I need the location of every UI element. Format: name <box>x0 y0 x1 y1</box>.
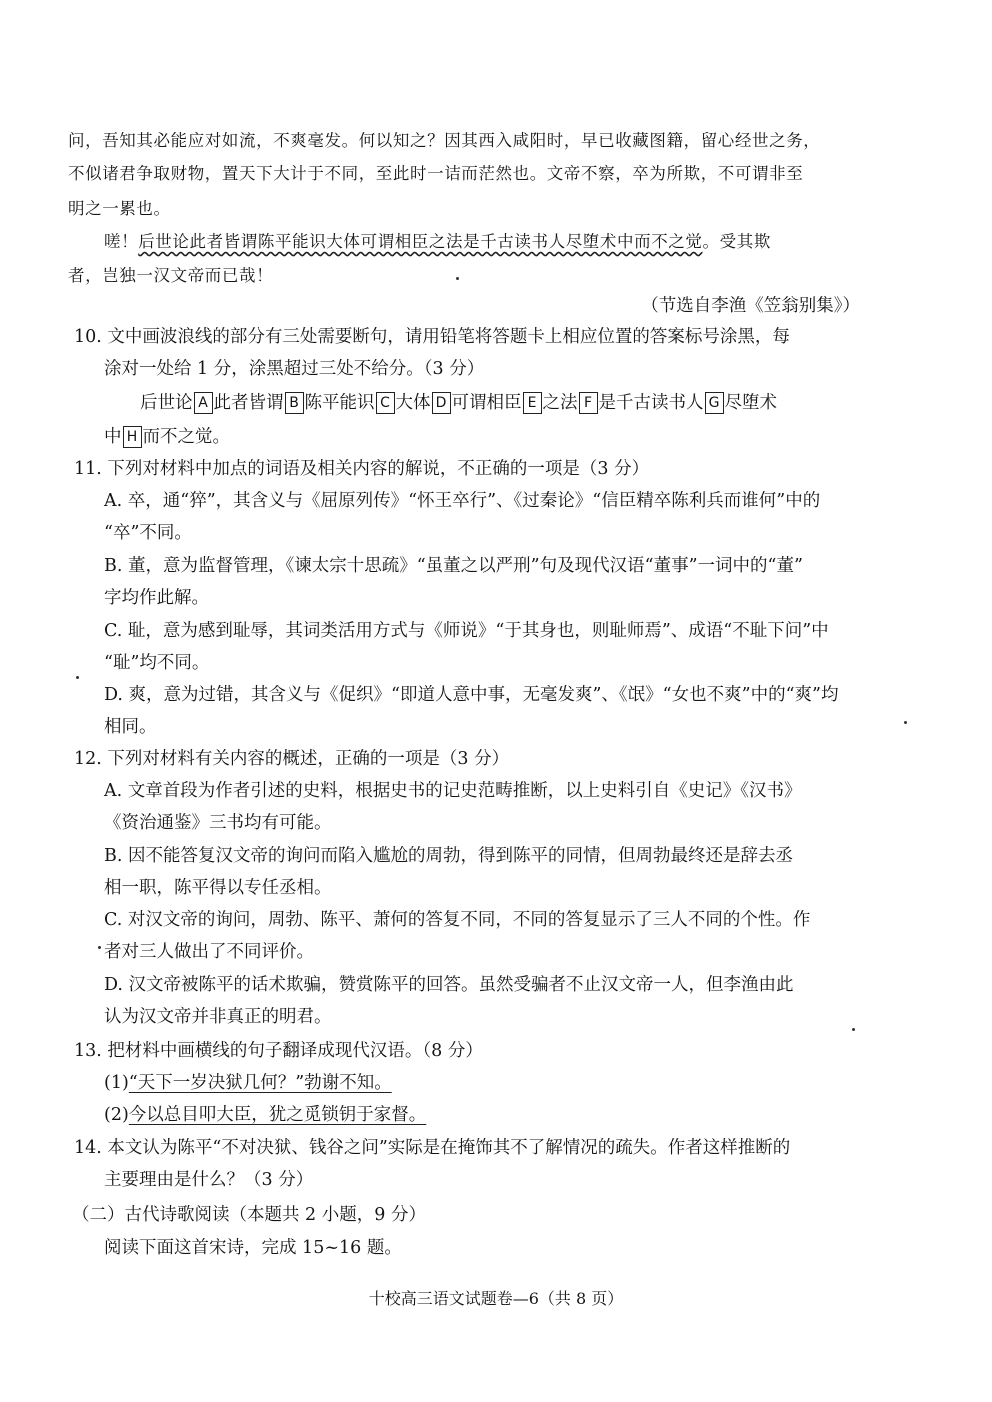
page-footer: 十校高三语文试题卷—6（共 8 页） <box>368 1289 624 1308</box>
section-2-intro: 阅读下面这首宋诗，完成 15~16 题。 <box>104 1238 402 1258</box>
q10-seg: 是千古读书人 <box>598 393 704 413</box>
q11-option-b: B. 董，意为监督管理，《谏太宗十思疏》“虽董之以严刑”句及现代汉语“董事”一词中的“董” <box>104 556 803 576</box>
q10-box-f: F <box>579 392 598 414</box>
q13-underlined-1: “天下一岁决狱几何？”勃谢不知。 <box>128 1073 392 1093</box>
exclamation: 嗟！ <box>104 232 139 251</box>
wavy-underlined-sentence: 后世论此者皆谓陈平能识大体可谓相臣之法是千古读书人尽堕术中而不之觉 <box>138 232 703 251</box>
q10-box-c: C <box>376 392 395 414</box>
q11-option-a: A. 卒，通“猝”，其含义与《屈原列传》“怀王卒行”、《过秦论》“信臣精卒陈利兵而谁何”中的 <box>104 491 821 511</box>
q10-seg: 之法 <box>542 393 578 413</box>
q10-seg: 此者皆谓 <box>213 393 284 413</box>
q13-stem: 13. 把材料中画横线的句子翻译成现代汉语。（8 分） <box>74 1041 483 1061</box>
q13-underlined-2: 今以总目叩大臣，犹之觅锁钥于家督。 <box>128 1105 427 1125</box>
scan-speck <box>456 277 459 280</box>
q12-option-b: B. 因不能答复汉文帝的询问而陷入尴尬的周勃，得到陈平的同情，但周勃最终还是辞去丞 <box>104 846 793 866</box>
passage-line-3: 明之一累也。 <box>68 199 171 218</box>
q11-option-a-cont: “卒”不同。 <box>104 523 192 543</box>
q10-box-e: E <box>523 392 542 414</box>
q11-stem: 11. 下列对材料中加点的词语及相关内容的解说，不正确的一项是（3 分） <box>74 459 650 479</box>
q10-seg: 后世论 <box>140 393 193 413</box>
passage-line-2: 不似诸君争取财物，置天下大计于不同，至此时一诘而茫然也。文帝不察，卒为所欺，不可谓非至 <box>68 164 804 183</box>
q13-sentence-1 <box>104 1070 992 1096</box>
q10-stem-line-2: 涂对一处给 1 分，涂黑超过三处不给分。（3 分） <box>104 359 485 379</box>
q10-box-a: A <box>194 392 213 414</box>
q12-option-c: C. 对汉文帝的询问，周勃、陈平、萧何的答复不同，不同的答复显示了三人不同的个性。作 <box>104 910 811 930</box>
scan-speck <box>98 946 101 949</box>
q10-seg: 中 <box>104 427 122 447</box>
q12-option-a: A. 文章首段为作者引述的史料，根据史书的记史范畴推断，以上史料引自《史记》《汉书》 <box>104 781 802 801</box>
q13-sentence-2 <box>104 1102 992 1128</box>
q10-stem-line-1: 10. 文中画波浪线的部分有三处需要断句，请用铅笔将答题卡上相应位置的答案标号涂黑，每 <box>74 327 790 347</box>
q10-box-h: H <box>123 426 142 448</box>
q10-seg: 可谓相臣 <box>451 393 522 413</box>
q10-seg: 大体 <box>395 393 431 413</box>
q11-option-d: D. 爽，意为过错，其含义与《促织》“即道人意中事，无毫发爽”、《氓》“女也不爽”中的“爽”均 <box>104 685 839 705</box>
q13-number-2: (2) <box>104 1105 129 1125</box>
q11-option-c-cont: “耻”均不同。 <box>104 653 210 673</box>
q11-option-b-cont: 字均作此解。 <box>104 588 209 608</box>
q10-seg: 而不之觉。 <box>142 427 230 447</box>
q10-seg: 尽堕术 <box>724 393 777 413</box>
passage-line-1: 问，吾知其必能应对如流，不爽毫发。何以知之？因其西入咸阳时，早已收藏图籍，留心经世之务， <box>68 131 821 150</box>
q12-option-c-cont: 者对三人做出了不同评价。 <box>104 942 314 962</box>
section-2-title: （二）古代诗歌阅读（本题共 2 小题，9 分） <box>72 1205 426 1225</box>
q10-box-g: G <box>705 392 724 414</box>
q12-option-d-cont: 认为汉文帝并非真正的明君。 <box>104 1007 332 1027</box>
passage-source: （节选自李渔《笠翁别集》） <box>641 296 860 316</box>
q12-option-d: D. 汉文帝被陈平的话术欺骗，赞赏陈平的回答。虽然受骗者不止汉文帝一人，但李渔由此 <box>104 975 794 995</box>
q11-option-c: C. 耻，意为感到耻辱，其词类活用方式与《师说》“于其身也，则耻师焉”、成语“不耻下问”中 <box>104 621 829 641</box>
q14-stem-line-1: 14. 本文认为陈平“不对决狱、钱谷之问”实际是在掩饰其不了解情况的疏失。作者这样推断的 <box>74 1138 791 1158</box>
q10-seg: 陈平能识 <box>304 393 375 413</box>
q11-option-d-cont: 相同。 <box>104 717 157 737</box>
q12-stem: 12. 下列对材料有关内容的概述，正确的一项是（3 分） <box>74 749 510 769</box>
passage-line-4 <box>104 229 992 255</box>
passage-line-4-tail: 。受其欺 <box>702 232 771 251</box>
q10-sentence-line-1 <box>140 390 992 416</box>
passage-line-5: 者，岂独一汉文帝而已哉！ <box>68 266 274 285</box>
q14-stem-line-2: 主要理由是什么？（3 分） <box>104 1170 314 1190</box>
q13-number-1: (1) <box>104 1073 129 1093</box>
q12-option-b-cont: 相一职，陈平得以专任丞相。 <box>104 878 332 898</box>
scan-speck <box>904 721 907 724</box>
q10-box-b: B <box>285 392 304 414</box>
q12-option-a-cont: 《资治通鉴》三书均有可能。 <box>104 813 332 833</box>
q10-box-d: D <box>432 392 451 414</box>
scan-speck <box>76 676 79 679</box>
q10-sentence-line-2 <box>104 424 992 450</box>
scan-speck <box>852 1028 855 1031</box>
